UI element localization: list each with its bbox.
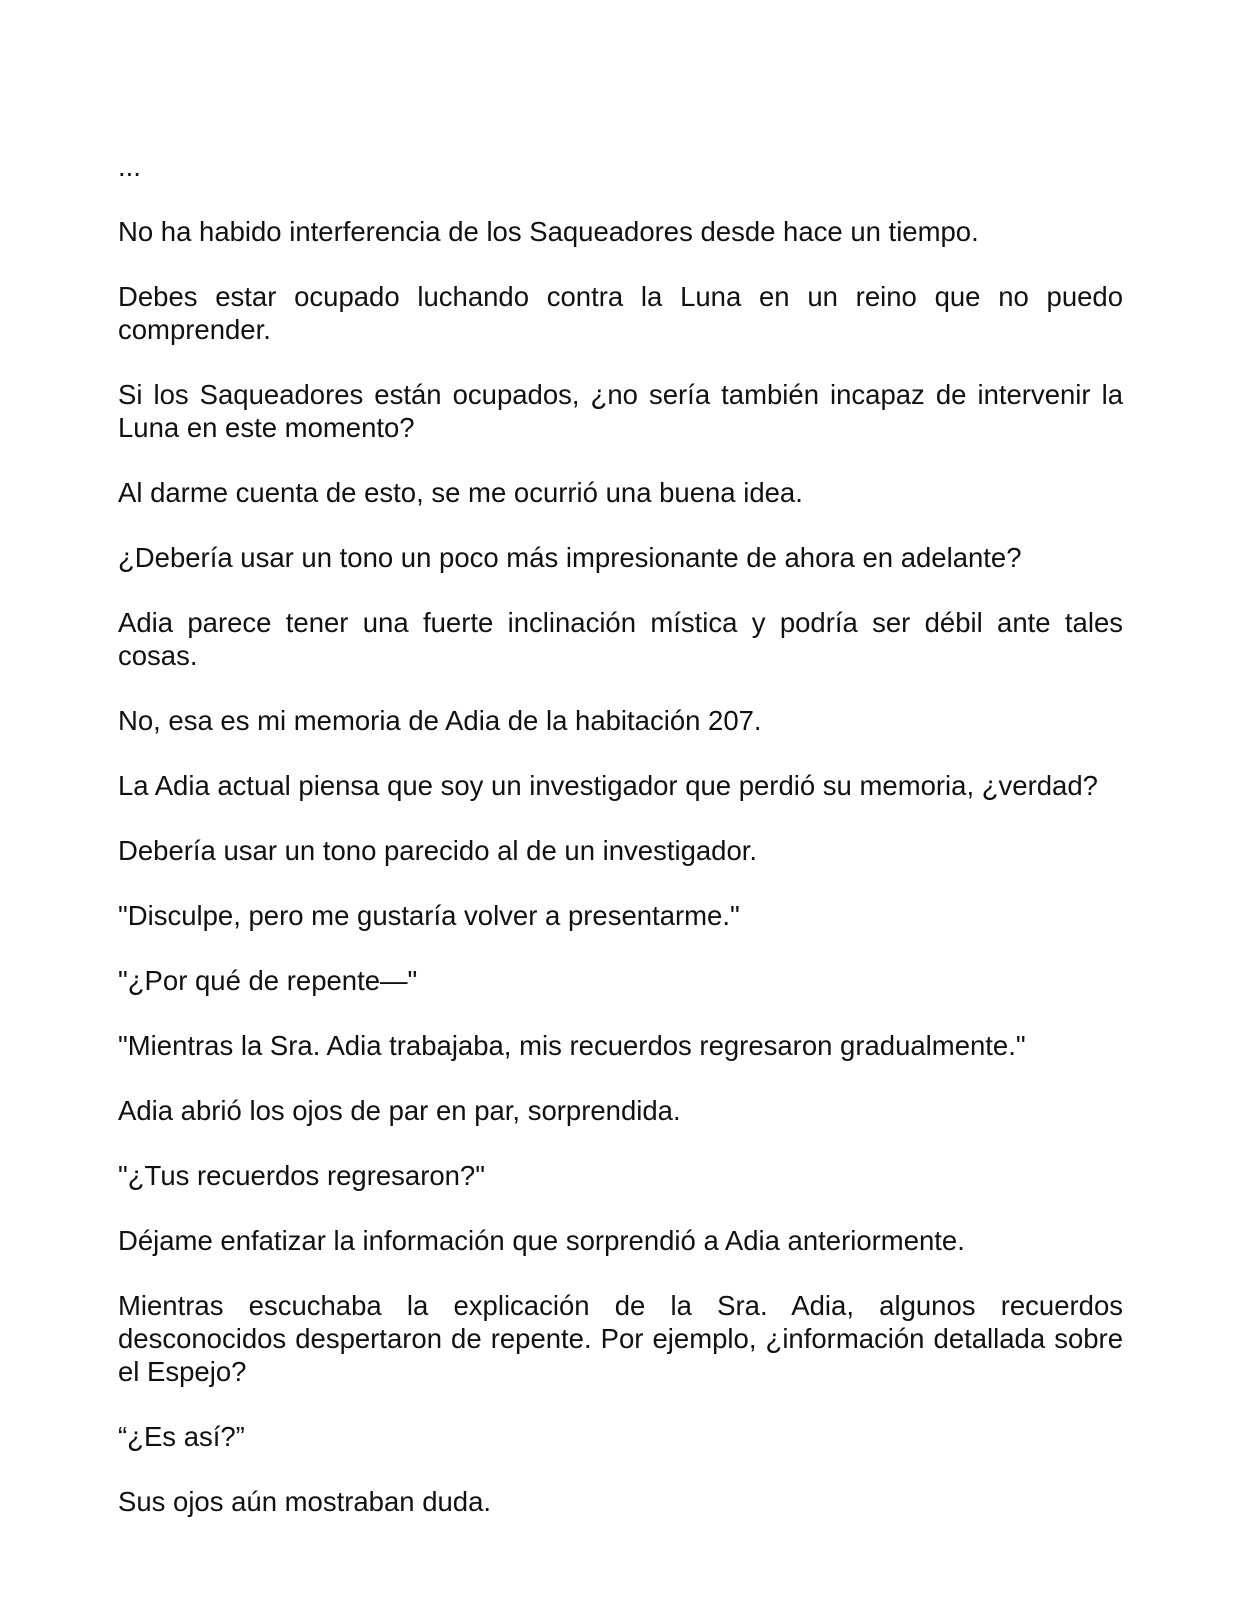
- paragraph: Déjame enfatizar la información que sorprendió a Adia anteriormente.: [118, 1225, 965, 1256]
- dialogue-line: "Mientras la Sra. Adia trabajaba, mis recuerdos regresaron gradualmente.": [118, 1030, 1026, 1061]
- paragraph: Debería usar un tono parecido al de un investigador.: [118, 835, 758, 866]
- paragraph: No, esa es mi memoria de Adia de la habitación 207.: [118, 705, 762, 736]
- paragraph: Sus ojos aún mostraban duda.: [118, 1486, 492, 1517]
- paragraph-ellipsis: ...: [118, 151, 141, 182]
- document-body: [118, 150, 1123, 1550]
- paragraph: No ha habido interferencia de los Saqueadores desde hace un tiempo.: [118, 216, 979, 247]
- paragraph: ¿Debería usar un tono un poco más impresionante de ahora en adelante?: [118, 542, 1022, 573]
- paragraph: La Adia actual piensa que soy un investigador que perdió su memoria, ¿verdad?: [118, 770, 1098, 801]
- paragraph: Mientras escuchaba la explicación de la Sra. Adia, algunos recuerdos desconocidos despertaron de repente. Por ejemplo, ¿información detallada sobre el Espejo?: [118, 1290, 1123, 1387]
- dialogue-line: "¿Tus recuerdos regresaron?": [118, 1160, 485, 1191]
- paragraph: Adia abrió los ojos de par en par, sorprendida.: [118, 1095, 681, 1126]
- dialogue-line: "¿Por qué de repente—": [118, 965, 418, 996]
- dialogue-line: "Disculpe, pero me gustaría volver a presentarme.": [118, 900, 740, 931]
- paragraph: Adia parece tener una fuerte inclinación mística y podría ser débil ante tales cosas.: [118, 607, 1123, 671]
- dialogue-line: “¿Es así?”: [118, 1421, 245, 1452]
- paragraph: Debes estar ocupado luchando contra la Luna en un reino que no puedo comprender.: [118, 281, 1123, 345]
- paragraph: Si los Saqueadores están ocupados, ¿no sería también incapaz de intervenir la Luna en este momento?: [118, 379, 1123, 443]
- paragraph: Al darme cuenta de esto, se me ocurrió una buena idea.: [118, 477, 803, 508]
